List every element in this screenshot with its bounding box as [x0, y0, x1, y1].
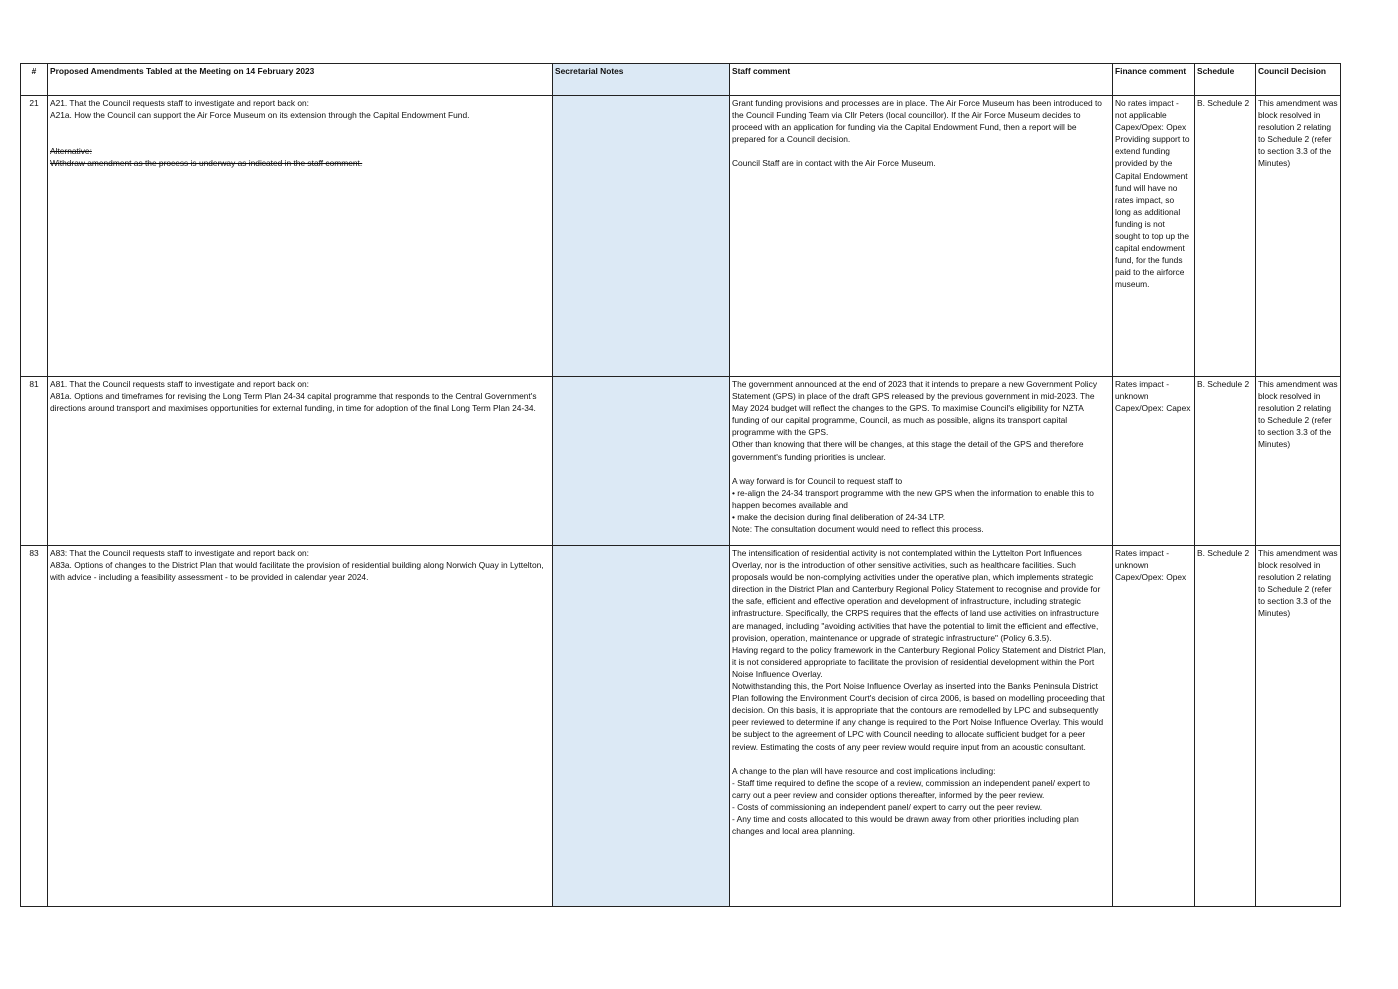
header-council-decision: Council Decision — [1256, 64, 1341, 96]
staff-comment-note: Note: The consultation document would need to reflect this process. — [732, 524, 984, 535]
header-schedule: Schedule — [1195, 64, 1256, 96]
secretarial-notes-cell — [553, 377, 730, 546]
schedule-cell: B. Schedule 2 — [1195, 546, 1256, 907]
secretarial-notes-cell — [553, 546, 730, 907]
staff-comment-cell — [730, 377, 1113, 546]
proposed-amendment-cell — [48, 96, 553, 377]
finance-comment-cell: Rates impact - unknown Capex/Opex: Capex — [1113, 377, 1195, 546]
alternative-label: Alternative: — [50, 146, 92, 157]
row-number: 21 — [21, 96, 48, 377]
staff-comment-bullet: - Staff time required to define the scope of a review, commission an independent panel/ expert to carry out a peer review and consider options thereafter, informed by the peer review. — [732, 777, 1090, 800]
staff-comment-bullet: • re-align the 24-34 transport programme with the new GPS when the information to enable this to happen becomes available and — [732, 487, 1094, 510]
table-row — [21, 377, 1341, 546]
staff-comment-bullet: - Any time and costs allocated to this would be drawn away from other priorities including plan changes and local area planning. — [732, 813, 1079, 837]
secretarial-notes-cell — [553, 96, 730, 377]
staff-comment-cell — [730, 546, 1113, 907]
proposed-amendment-cell — [48, 377, 553, 546]
table-row — [21, 546, 1341, 907]
proposed-amendment-cell — [48, 546, 553, 907]
staff-comment-paragraph: A change to the plan will have resource and cost implications including: — [732, 765, 996, 776]
amendment-heading: A83: That the Council requests staff to investigate and report back on: — [50, 548, 310, 558]
staff-comment-paragraph: Notwithstanding this, the Port Noise Influence Overlay as inserted into the Banks Peninsula District Plan following the Environment Court's decision of circa 2006, is based on modelling proceeding that decision. On this basis, it is appropriate that the contours are remodelled by LPC and subsequently peer reviewed to determine if any change is required to the Port Noise Influence Overlay. This would be subject to the agreement of LPC with Council needing to allocate sufficient budget for a peer review. Estimating the costs of any peer review would require input from an acoustic consultant. — [732, 681, 1105, 752]
council-decision-cell: This amendment was block resolved in resolution 2 relating to Schedule 2 (refer to section 3.3 of the Minutes) — [1256, 377, 1341, 546]
staff-comment-paragraph: The intensification of residential activity is not contemplated within the Lyttelton Port Influences Overlay, nor is the introduction of other sensitive activities, such as healthcare facilities. Such proposals would be non-complying activities under the operative plan, which implements strategic direction in the District Plan and Canterbury Regional Policy Statement to recognise and provide for the safe, efficient and effective operation and development of infrastructure, including strategic infrastructure. Specifically, the CRPS requires that the effects of land use activities on infrastructure are managed, including "avoiding activities that have the potential to limit the efficient and effective, provision, operation, maintenance or upgrade of strategic infrastructure" (Policy 6.3.5). — [732, 548, 1101, 643]
row-number: 83 — [21, 546, 48, 907]
finance-comment-cell: Rates impact - unknown Capex/Opex: Opex — [1113, 546, 1195, 907]
schedule-cell: B. Schedule 2 — [1195, 377, 1256, 546]
amendment-detail: A81a. Options and timeframes for revising the Long Term Plan 24-34 capital programme that responds to the Central Government's directions around transport and maximises opportunities for external funding, in time for adoption of the final Long Term Plan 24-34. — [50, 391, 537, 414]
staff-comment-paragraph: A way forward is for Council to request staff to — [732, 475, 903, 486]
staff-comment-paragraph: Council Staff are in contact with the Air Force Museum. — [732, 158, 936, 169]
finance-comment-cell: No rates impact - not applicable Capex/Opex: Opex Providing support to extend funding provided by the Capital Endowment fund will have no rates impact, so long as additional funding is not sought to top up the capital endowment fund, for the funds paid to the airforce museum. — [1113, 96, 1195, 377]
header-secretarial-notes: Secretarial Notes — [553, 64, 730, 96]
staff-comment-bullet: - Costs of commissioning an independent panel/ expert to carry out the peer review. — [732, 801, 1043, 812]
council-decision-cell: This amendment was block resolved in resolution 2 relating to Schedule 2 (refer to section 3.3 of the Minutes) — [1256, 96, 1341, 377]
amendment-heading: A81. That the Council requests staff to investigate and report back on: — [50, 379, 310, 389]
staff-comment-paragraph: Having regard to the policy framework in the Canterbury Regional Policy Statement and District Plan, it is not considered appropriate to facilitate the provision of residential development within the Port Noise Influence Overlay. — [732, 644, 1106, 679]
council-decision-cell: This amendment was block resolved in resolution 2 relating to Schedule 2 (refer to section 3.3 of the Minutes) — [1256, 546, 1341, 907]
header-proposed-amendments: Proposed Amendments Tabled at the Meeting on 14 February 2023 — [48, 64, 553, 96]
staff-comment-paragraph: Other than knowing that there will be changes, at this stage the detail of the GPS and therefore government's funding priorities is unclear. — [732, 439, 1084, 462]
staff-comment-cell — [730, 96, 1113, 377]
amendments-table — [20, 63, 1341, 907]
header-staff-comment: Staff comment — [730, 64, 1113, 96]
row-number: 81 — [21, 377, 48, 546]
amendment-detail: A21a. How the Council can support the Air Force Museum on its extension through the Capital Endowment Fund. — [50, 110, 470, 121]
amendment-heading: A21. That the Council requests staff to investigate and report back on: — [50, 98, 310, 108]
staff-comment-bullet: • make the decision during final deliberation of 24-34 LTP. — [732, 511, 946, 522]
staff-comment-paragraph: The government announced at the end of 2023 that it intends to prepare a new Government Policy Statement (GPS) in place of the draft GPS released by the previous government in mid-2023. The May 2024 budget will reflect the changes to the GPS. To maximise Council's eligibility for NZTA funding of our capital programme, Council, as much as possible, aligns its transport capital programme with the GPS. — [732, 379, 1098, 438]
alternative-text: Withdraw amendment as the process is underway as indicated in the staff comment. — [50, 158, 363, 169]
header-number: # — [21, 64, 48, 96]
staff-comment-paragraph: Grant funding provisions and processes are in place. The Air Force Museum has been introduced to the Council Funding Team via Cllr Peters (local councillor). If the Air Force Museum decides to proceed with an application for funding via the Capital Endowment Fund, then a report will be prepared for a Council decision. — [732, 98, 1102, 145]
header-finance-comment: Finance comment — [1113, 64, 1195, 96]
amendment-detail: A83a. Options of changes to the District Plan that would facilitate the provision of residential building along Norwich Quay in Lyttelton, with advice - including a feasibility assessment - to be provided in calendar year 2024. — [50, 560, 544, 583]
header-row — [21, 64, 1341, 96]
schedule-cell: B. Schedule 2 — [1195, 96, 1256, 377]
table-row — [21, 96, 1341, 377]
